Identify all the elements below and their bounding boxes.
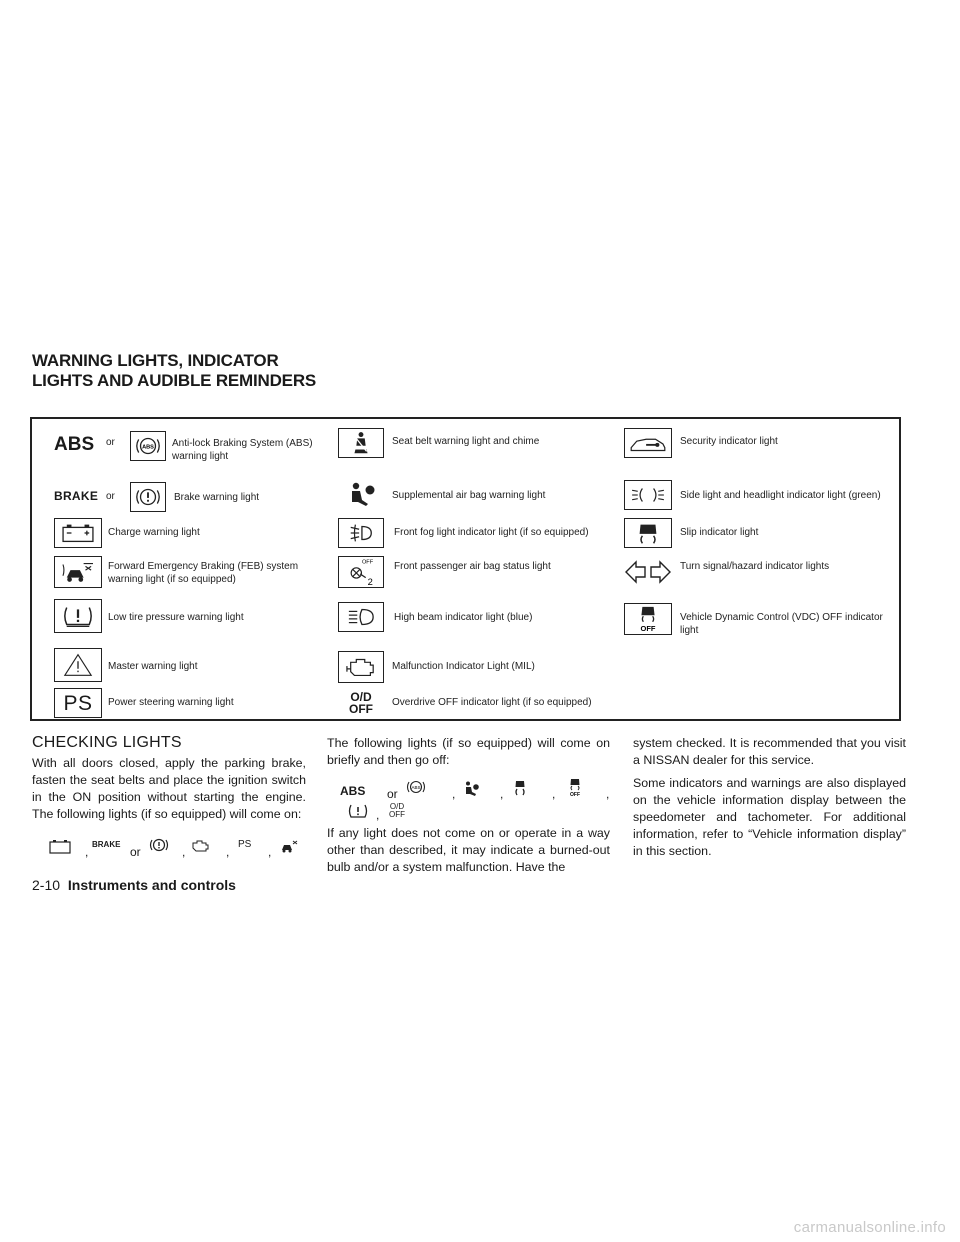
svg-text:OFF: OFF xyxy=(361,559,374,566)
slip-indicator-icon xyxy=(512,779,528,797)
overdrive-off-icon: O/D OFF xyxy=(338,688,384,718)
checking-para-2: The following lights (if so equipped) will come on briefly and then go off: xyxy=(327,736,610,767)
legend-label-charge: Charge warning light xyxy=(108,527,200,538)
checking-para-3: If any light does not come on or operate in a way other than described, it may indicate a burned-out bulb and/or a system malfunction. Have the xyxy=(327,826,610,874)
section-title: WARNING LIGHTS, INDICATOR LIGHTS AND AUDIBLE REMINDERS xyxy=(32,351,317,390)
legend-label-passenger-air-bag: Front passenger air bag status light xyxy=(394,561,551,572)
legend-label-seat-belt: Seat belt warning light and chime xyxy=(392,436,540,447)
legend-label-mil: Malfunction Indicator Light (MIL) xyxy=(392,661,535,672)
svg-text:ABS: ABS xyxy=(142,444,154,451)
legend-label-side-light: Side light and headlight indicator light (green) xyxy=(680,490,881,501)
air-bag-icon xyxy=(338,480,384,510)
legend-label-air-bag: Supplemental air bag warning light xyxy=(392,490,546,501)
brake-circle-icon xyxy=(130,482,166,512)
vdc-off-icon xyxy=(566,778,584,798)
svg-text:ABS: ABS xyxy=(411,785,421,790)
legend-label-abs: Anti-lock Braking System (ABS) warning light xyxy=(172,438,313,462)
legend-label-slip: Slip indicator light xyxy=(680,527,759,538)
svg-text:OFF: OFF xyxy=(640,624,656,634)
feb-warning-icon xyxy=(54,556,102,588)
overdrive-off-icon: O/D OFF xyxy=(389,802,405,819)
feb-warning-icon xyxy=(278,837,300,855)
legend-label-feb: Forward Emergency Braking (FEB) system warning light (if so equipped) xyxy=(108,561,299,585)
master-warning-icon xyxy=(54,648,102,682)
passenger-air-bag-status-icon xyxy=(338,556,384,588)
battery-icon xyxy=(54,518,102,548)
low-tire-pressure-icon xyxy=(346,802,370,820)
legend-label-security: Security indicator light xyxy=(680,436,778,447)
front-fog-light-icon xyxy=(338,518,384,548)
page-number: 2-10 xyxy=(32,877,61,893)
power-steering-icon: PS xyxy=(238,839,252,850)
warning-lights-legend: ABS or ABS Anti-lock Braking System (ABS) warning light BRAKE or Brake warning light Charge warning light Forward Emergency Braking (FEB) system warning light (if so equipped) Low tire pressure warning light Master warning light PS Power steering warning light Seat belt warning light and chime Supplemental air bag warning light Front fog light indicator light (if so equipped) OFF 2 Front passenger air bag status light High beam indicator light (blue) Malfunction Indicator Light (MIL) O/D OFF Overdrive OFF indicator light (if so equipped) Security indicator light Side light and headlight indicator light (green) Slip indicator light Turn signal/hazard indicator lights OFF Vehicle Dynamic Control (VDC) OFF indicator light xyxy=(30,417,901,721)
brake-circle-icon xyxy=(148,836,170,854)
svg-text:2: 2 xyxy=(367,577,373,587)
svg-text:OFF: OFF xyxy=(570,792,580,798)
legend-label-master: Master warning light xyxy=(108,661,198,672)
air-bag-icon xyxy=(460,780,482,798)
checking-lights-heading: CHECKING LIGHTS xyxy=(32,734,182,751)
abs-text-icon: ABS xyxy=(54,431,100,459)
legend-label-turn-signal: Turn signal/hazard indicator lights xyxy=(680,561,830,572)
checking-para-5: Some indicators and warnings are also displayed on the vehicle information display between the speedometer and tachometer. For additional information, refer to “Vehicle information display” in this section. xyxy=(633,776,906,858)
malfunction-indicator-icon xyxy=(188,838,212,854)
legend-label-fog: Front fog light indicator light (if so equipped) xyxy=(394,527,589,538)
abs-text-icon: ABS xyxy=(340,784,366,798)
legend-label-low-tire: Low tire pressure warning light xyxy=(108,612,244,623)
legend-label-high-beam: High beam indicator light (blue) xyxy=(394,612,533,623)
vdc-off-icon xyxy=(624,603,672,635)
brake-text-icon: BRAKE xyxy=(92,840,121,849)
checking-para-4: system checked. It is recommended that you visit a NISSAN dealer for this service. xyxy=(633,736,906,767)
malfunction-indicator-icon xyxy=(338,651,384,683)
legend-label-overdrive: Overdrive OFF indicator light (if so equipped) xyxy=(392,697,592,708)
legend-label-ps: Power steering warning light xyxy=(108,697,234,708)
legend-label-brake: Brake warning light xyxy=(174,492,260,503)
power-steering-icon: PS xyxy=(54,688,102,718)
watermark: carmanualsonline.info xyxy=(793,1219,946,1236)
abs-circle-icon xyxy=(404,778,428,796)
checking-para-1: With all doors closed, apply the parking brake, fasten the seat belts and place the ignition switch in the ON position without starting the engine. The following lights (if so equipped) will come on: xyxy=(32,756,306,821)
battery-icon xyxy=(48,838,72,856)
slip-indicator-icon xyxy=(624,518,672,548)
side-light-icon xyxy=(624,480,672,510)
seat-belt-icon xyxy=(338,428,384,458)
brake-text-icon: BRAKE xyxy=(54,485,102,507)
high-beam-icon xyxy=(338,602,384,632)
page-footer xyxy=(32,877,236,893)
chapter-title: Instruments and controls xyxy=(67,877,236,893)
legend-label-vdc-off: Vehicle Dynamic Control (VDC) OFF indicator light xyxy=(680,612,883,636)
low-tire-pressure-icon xyxy=(54,599,102,633)
security-indicator-icon xyxy=(624,428,672,458)
abs-circle-icon xyxy=(130,431,166,461)
turn-signal-icon xyxy=(624,556,672,588)
